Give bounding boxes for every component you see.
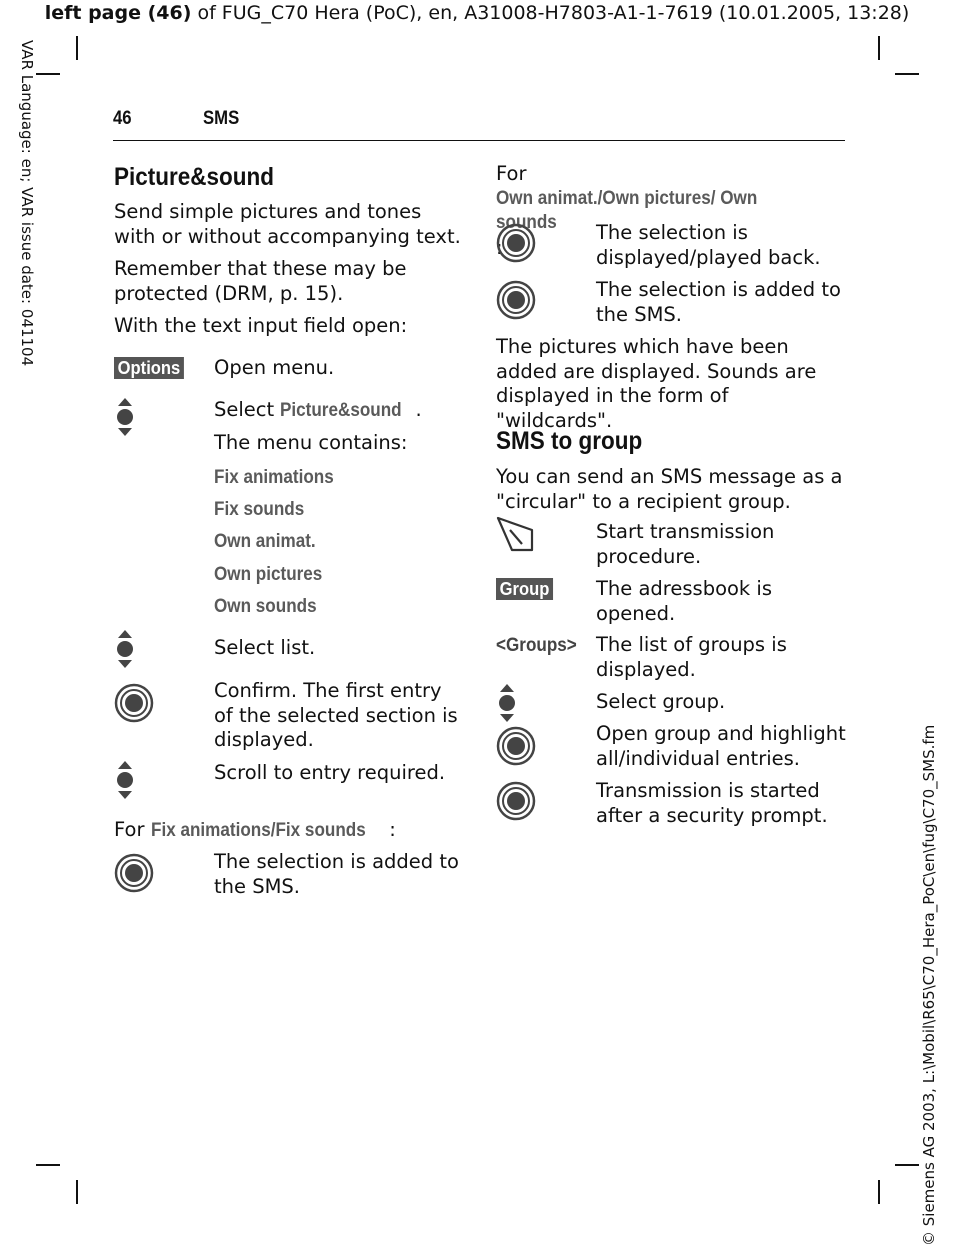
step-text: Open group and highlight all/individual entries. xyxy=(596,722,846,770)
punctuation: . xyxy=(415,398,422,421)
chapter-title: SMS xyxy=(203,108,240,129)
menu-item-own-pictures: Own pictures xyxy=(214,564,323,585)
send-key-icon xyxy=(496,520,592,559)
print-header-rest: of FUG_C70 Hera (PoC), en, A31008-H7803-A1-1-7619 (10.01.2005, 13:28) xyxy=(191,2,910,24)
crop-mark xyxy=(36,1164,60,1166)
navigation-key-icon xyxy=(114,636,210,675)
intro-paragraph: Send simple pictures and tones with or without accompanying text. xyxy=(114,200,461,248)
menu-item-own-animat: Own animat. xyxy=(214,531,316,552)
step-text: The list of groups is displayed. xyxy=(596,633,787,681)
for-fix-paragraph xyxy=(114,818,462,844)
step-text: Select xyxy=(214,398,281,421)
crop-mark xyxy=(895,1164,919,1166)
side-note-right: © Siemens AG 2003, L:\Mobil\R65\C70_Hera_PoC\en\fug\C70_SMS.fm xyxy=(920,724,938,1246)
step-text: Open menu. xyxy=(214,356,335,379)
keyword-picture-sound: Picture&sound xyxy=(280,400,402,421)
drm-paragraph: Remember that these may be protected (DRM, p. 15). xyxy=(114,257,407,305)
step-text: The selection is added to the SMS. xyxy=(596,278,841,326)
group-intro-paragraph: You can send an SMS message as a "circular" to a recipient group. xyxy=(496,465,843,513)
crop-mark xyxy=(76,1180,78,1204)
menu-item-own-sounds: Own sounds xyxy=(214,596,317,617)
print-header-bold: left page (46) xyxy=(44,2,192,24)
center-key-icon xyxy=(496,722,592,773)
step-text: Start transmission procedure. xyxy=(596,520,775,568)
side-note-left: VAR Language: en; VAR issue date: 041104 xyxy=(18,40,36,367)
options-softkey[interactable]: Options xyxy=(114,357,184,379)
keyword-fix-animations-sounds: Fix animations/Fix sounds xyxy=(150,820,366,841)
keyword-own-items: Own animat./Own pictures/ Own sounds xyxy=(496,187,758,233)
center-key-icon xyxy=(496,278,592,327)
step-text: Scroll to entry required. xyxy=(214,761,446,784)
menu-item-fix-sounds: Fix sounds xyxy=(214,499,305,520)
section-title-sms-to-group: SMS to group xyxy=(496,427,643,455)
for-prefix: For xyxy=(496,162,527,185)
step-text: The selection is added to the SMS. xyxy=(214,850,459,898)
groups-entry-tag: <Groups> xyxy=(496,635,577,656)
crop-mark xyxy=(878,36,880,60)
crop-mark xyxy=(878,1180,880,1204)
for-prefix: For xyxy=(114,818,151,841)
menu-item-fix-animations: Fix animations xyxy=(214,467,334,488)
page-number: 46 xyxy=(113,108,132,129)
step-text: Select list. xyxy=(214,636,316,659)
section-title-picture-sound: Picture&sound xyxy=(114,163,275,191)
step-text: Confirm. The first entry of the selected section is displayed. xyxy=(214,679,458,751)
running-head xyxy=(113,106,845,141)
step-text: Select group. xyxy=(596,690,726,713)
crop-mark xyxy=(36,73,60,75)
center-key-icon xyxy=(496,779,592,828)
center-key-icon xyxy=(114,679,210,730)
navigation-key-icon xyxy=(114,398,210,443)
step-text: The selection is displayed/played back. xyxy=(596,221,821,269)
step-text: The adressbook is opened. xyxy=(596,577,773,625)
input-field-paragraph: With the text input field open: xyxy=(114,314,408,337)
left-column xyxy=(114,160,462,898)
wildcards-paragraph: The pictures which have been added are displayed. Sounds are displayed in the form of "wildcards". xyxy=(496,335,817,432)
step-text: Transmission is started after a security prompt. xyxy=(596,779,828,827)
crop-mark xyxy=(76,36,78,60)
punctuation: : xyxy=(496,235,503,259)
center-key-icon xyxy=(496,221,592,270)
crop-mark xyxy=(895,73,919,75)
navigation-key-icon xyxy=(114,761,210,806)
punctuation: : xyxy=(389,818,396,841)
center-key-icon xyxy=(114,850,210,900)
menu-contains-text: The menu contains: xyxy=(214,431,408,454)
print-header xyxy=(0,0,954,26)
group-softkey[interactable]: Group xyxy=(496,578,553,600)
